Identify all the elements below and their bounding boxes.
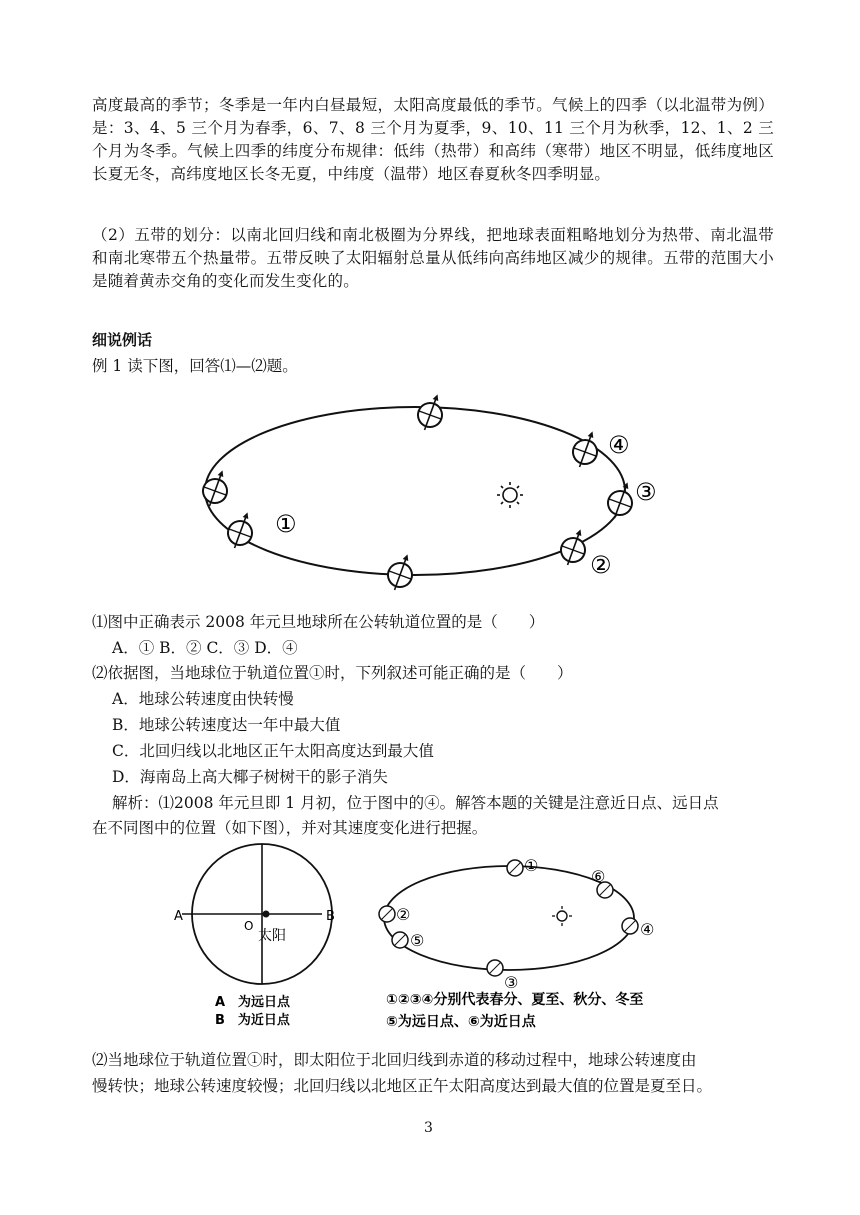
conclusion-line-1: ⑵当地球位于轨道位置①时，即太阳位于北回归线到赤道的移动过程中，地球公转速度由	[92, 1051, 697, 1069]
orbit-pos-5: ⑤	[410, 931, 425, 950]
example-intro: 例 1 读下图，回答⑴—⑵题。	[92, 357, 298, 375]
earth-icon	[622, 918, 638, 934]
question-2-option-d: D．海南岛上高大椰子树树干的影子消失	[112, 768, 388, 786]
page-number: 3	[424, 1120, 433, 1136]
earth-icon	[392, 932, 408, 948]
orbit-pos-3: ③	[504, 973, 519, 992]
orbit-label-3: ③	[635, 478, 657, 506]
point-a-label: A	[174, 909, 183, 924]
conclusion-line-2: 慢转快；地球公转速度较慢；北回归线以北地区正午太阳高度达到最大值的位置是夏至日。	[92, 1077, 713, 1095]
earth-icon	[556, 525, 592, 569]
orbit-label-4: ④	[608, 431, 630, 459]
section-title: 细说例话	[92, 331, 153, 349]
sun-label: 太阳	[258, 928, 286, 944]
point-b-label: B	[326, 909, 335, 924]
orbit-label-2: ②	[590, 551, 612, 579]
sun-icon	[552, 906, 572, 926]
question-2-option-b: B．地球公转速度达一年中最大值	[112, 716, 341, 734]
paragraph-five-zones: （2）五带的划分：以南北回归线和南北极圈为分界线，把地球表面粗略地划分为热带、南北温带和南北寒带五个热量带。五带反映了太阳辐射总量从低纬向高纬地区减少的规律。五带的范围大小是随着黄赤交角的变化而发生变化的。	[92, 226, 774, 290]
orbit-pos-6: ⑥	[591, 867, 606, 886]
center-o-label: O	[244, 919, 254, 933]
legend-perihelion: B 为近日点	[215, 1013, 290, 1028]
legend-aphelion: A 为远日点	[215, 995, 291, 1010]
question-2-option-c: C．北回归线以北地区正午太阳高度达到最大值	[112, 742, 434, 760]
earth-icon	[413, 390, 449, 434]
question-1-stem: ⑴图中正确表示 2008 年元旦地球所在公转轨道位置的是（ ）	[92, 613, 545, 631]
question-2-stem: ⑵依据图，当地球位于轨道位置①时，下列叙述可能正确的是（ ）	[92, 664, 573, 682]
analysis-line-2: 在不同图中的位置（如下图），并对其速度变化进行把握。	[92, 819, 488, 837]
orbit-figure-2	[150, 840, 710, 1040]
figure-caption-1: ①②③④分别代表春分、夏至、秋分、冬至	[386, 992, 644, 1008]
sun-icon	[497, 482, 523, 508]
figure-caption-2: ⑤为远日点、⑥为近日点	[386, 1014, 536, 1030]
earth-icon	[603, 478, 639, 522]
earth-icon	[507, 860, 523, 876]
earth-icon	[198, 466, 234, 510]
orbit-pos-4: ④	[640, 920, 655, 939]
question-1-options: A．① B．② C．③ D．④	[112, 639, 298, 657]
analysis-line-1: 解析：⑴2008 年元旦即 1 月初，位于图中的④。解答本题的关键是注意近日点、远日点	[112, 794, 719, 812]
earth-icon	[487, 960, 503, 976]
orbit-pos-2: ②	[396, 905, 411, 924]
earth-icon	[383, 550, 419, 594]
paragraph-seasons: 高度最高的季节；冬季是一年内白昼最短，太阳高度最低的季节。气候上的四季（以北温带为例）是：3、4、5 三个月为春季，6、7、8 三个月为夏季，9、10、11 三个月为秋季，12、1、2 三个月为冬季。气候上四季的纬度分布规律：低纬（热带）和高纬（寒带）地区不明显，低纬度地区长夏无冬，高纬度地区长冬无夏，中纬度（温带）地区春夏秋冬四季明显。	[92, 96, 774, 183]
orbit-label-1: ①	[275, 510, 297, 538]
orbit-pos-1: ①	[524, 856, 539, 875]
question-2-option-a: A．地球公转速度由快转慢	[112, 690, 294, 708]
orbit-figure-1	[190, 385, 670, 600]
earth-icon	[379, 906, 395, 922]
